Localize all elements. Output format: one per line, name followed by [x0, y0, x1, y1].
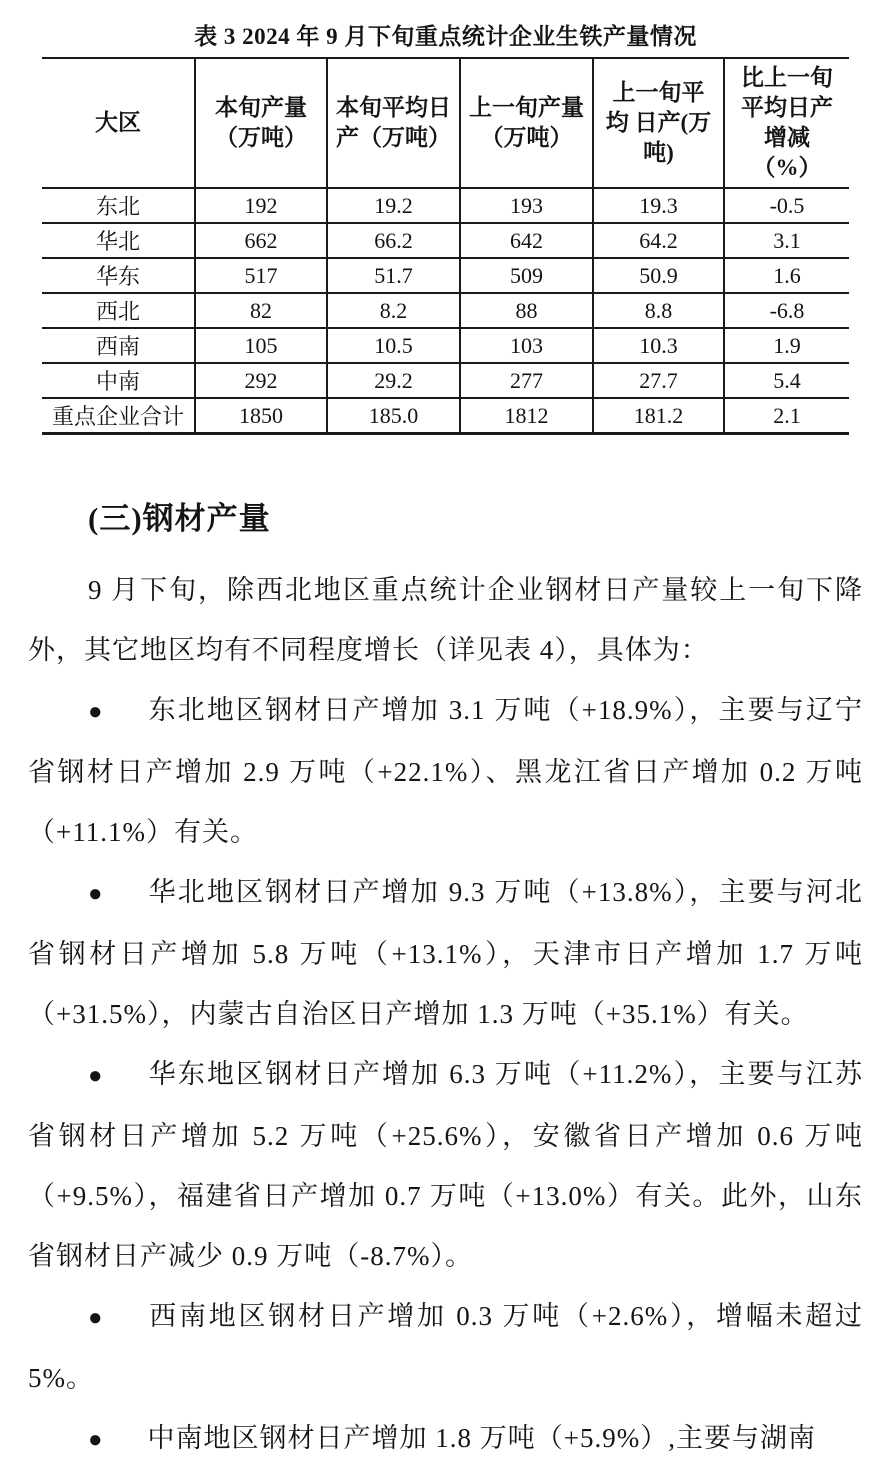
cell-cur-prod: 1850 — [195, 398, 327, 434]
cell-region: 西南 — [42, 328, 195, 363]
bullet-item-northeast — [28, 680, 863, 862]
cell-cur-prod: 105 — [195, 328, 327, 363]
cell-region: 华北 — [42, 223, 195, 258]
cell-region: 重点企业合计 — [42, 398, 195, 434]
cell-prev-prod: 277 — [460, 363, 593, 398]
bullet-text: 华东地区钢材日产增加 6.3 万吨（+11.2%），主要与江苏省钢材日产增加 5.2 万吨（+25.6%），安徽省日产增加 0.6 万吨（+9.5%），福建省日产增加 0.7 万吨（+13.0%）有关。此外，山东省钢材日产减少 0.9 万吨（-8.7%）。 — [28, 1059, 863, 1271]
cell-cur-daily: 10.5 — [327, 328, 460, 363]
table-row — [42, 258, 849, 293]
cell-region: 东北 — [42, 188, 195, 223]
cell-prev-daily: 181.2 — [593, 398, 724, 434]
cell-cur-daily: 66.2 — [327, 223, 460, 258]
header-cell-change: 比上一旬平均日产增减 （%） — [724, 58, 849, 188]
cell-prev-prod: 642 — [460, 223, 593, 258]
table-row — [42, 363, 849, 398]
cell-change: 2.1 — [724, 398, 849, 434]
cell-region: 华东 — [42, 258, 195, 293]
cell-cur-prod: 82 — [195, 293, 327, 328]
bullet-item-north — [28, 862, 863, 1044]
bullet-icon: ● — [88, 881, 104, 907]
header-cell-prev-daily: 上一旬平均 日产(万吨) — [593, 58, 724, 188]
cell-prev-daily: 27.7 — [593, 363, 724, 398]
cell-prev-daily: 64.2 — [593, 223, 724, 258]
bullet-icon: ● — [88, 1063, 104, 1089]
table-row — [42, 293, 849, 328]
bullet-icon: ● — [88, 1305, 104, 1331]
header-cell-prev-prod: 上一旬产量 （万吨） — [460, 58, 593, 188]
header-cell-cur-prod: 本旬产量 （万吨） — [195, 58, 327, 188]
cell-prev-prod: 103 — [460, 328, 593, 363]
section-heading: (三)钢材产量 — [88, 501, 271, 536]
bullet-item-central-south — [28, 1408, 863, 1470]
cell-prev-prod: 193 — [460, 188, 593, 223]
pig-iron-table — [42, 57, 849, 435]
cell-change: 1.9 — [724, 328, 849, 363]
cell-cur-prod: 517 — [195, 258, 327, 293]
table3-title: 表 3 2024 年 9 月下旬重点统计企业生铁产量情况 — [194, 24, 697, 49]
bullet-text: 中南地区钢材日产增加 1.8 万吨（+5.9%）,主要与湖南 — [147, 1423, 816, 1453]
cell-change: -6.8 — [724, 293, 849, 328]
cell-change: 5.4 — [724, 363, 849, 398]
table-row-total — [42, 398, 849, 434]
cell-cur-daily: 8.2 — [327, 293, 460, 328]
cell-prev-daily: 8.8 — [593, 293, 724, 328]
intro-paragraph: 9 月下旬，除西北地区重点统计企业钢材日产量较上一旬下降外，其它地区均有不同程度增长（详见表 4），具体为： — [28, 575, 863, 665]
cell-cur-prod: 662 — [195, 223, 327, 258]
bullet-icon: ● — [88, 1427, 104, 1453]
cell-cur-daily: 29.2 — [327, 363, 460, 398]
bullet-text: 东北地区钢材日产增加 3.1 万吨（+18.9%），主要与辽宁省钢材日产增加 2.9 万吨（+22.1%）、黑龙江省日产增加 0.2 万吨（+11.1%）有关。 — [28, 695, 863, 847]
table-row — [42, 328, 849, 363]
cell-cur-daily: 51.7 — [327, 258, 460, 293]
header-cell-region: 大区 — [42, 58, 195, 188]
cell-cur-prod: 292 — [195, 363, 327, 398]
bullet-text: 西南地区钢材日产增加 0.3 万吨（+2.6%），增幅未超过 5%。 — [28, 1301, 863, 1393]
bullet-icon: ● — [88, 699, 104, 725]
cell-prev-daily: 10.3 — [593, 328, 724, 363]
cell-cur-daily: 19.2 — [327, 188, 460, 223]
table-row — [42, 188, 849, 223]
cell-prev-prod: 1812 — [460, 398, 593, 434]
cell-region: 西北 — [42, 293, 195, 328]
bullet-text: 华北地区钢材日产增加 9.3 万吨（+13.8%），主要与河北省钢材日产增加 5.8 万吨（+13.1%），天津市日产增加 1.7 万吨（+31.5%），内蒙古自治区日产增加 1.3 万吨（+35.1%）有关。 — [28, 877, 863, 1029]
cell-region: 中南 — [42, 363, 195, 398]
cell-change: -0.5 — [724, 188, 849, 223]
table-header-row — [42, 58, 849, 188]
cell-prev-daily: 19.3 — [593, 188, 724, 223]
bullet-item-southwest — [28, 1286, 863, 1408]
header-cell-cur-daily: 本旬平均日产（万吨） — [327, 58, 460, 188]
cell-cur-daily: 185.0 — [327, 398, 460, 434]
cell-cur-prod: 192 — [195, 188, 327, 223]
cell-prev-daily: 50.9 — [593, 258, 724, 293]
bullet-item-east — [28, 1044, 863, 1286]
cell-change: 3.1 — [724, 223, 849, 258]
cell-prev-prod: 509 — [460, 258, 593, 293]
cell-change: 1.6 — [724, 258, 849, 293]
table-row — [42, 223, 849, 258]
cell-prev-prod: 88 — [460, 293, 593, 328]
